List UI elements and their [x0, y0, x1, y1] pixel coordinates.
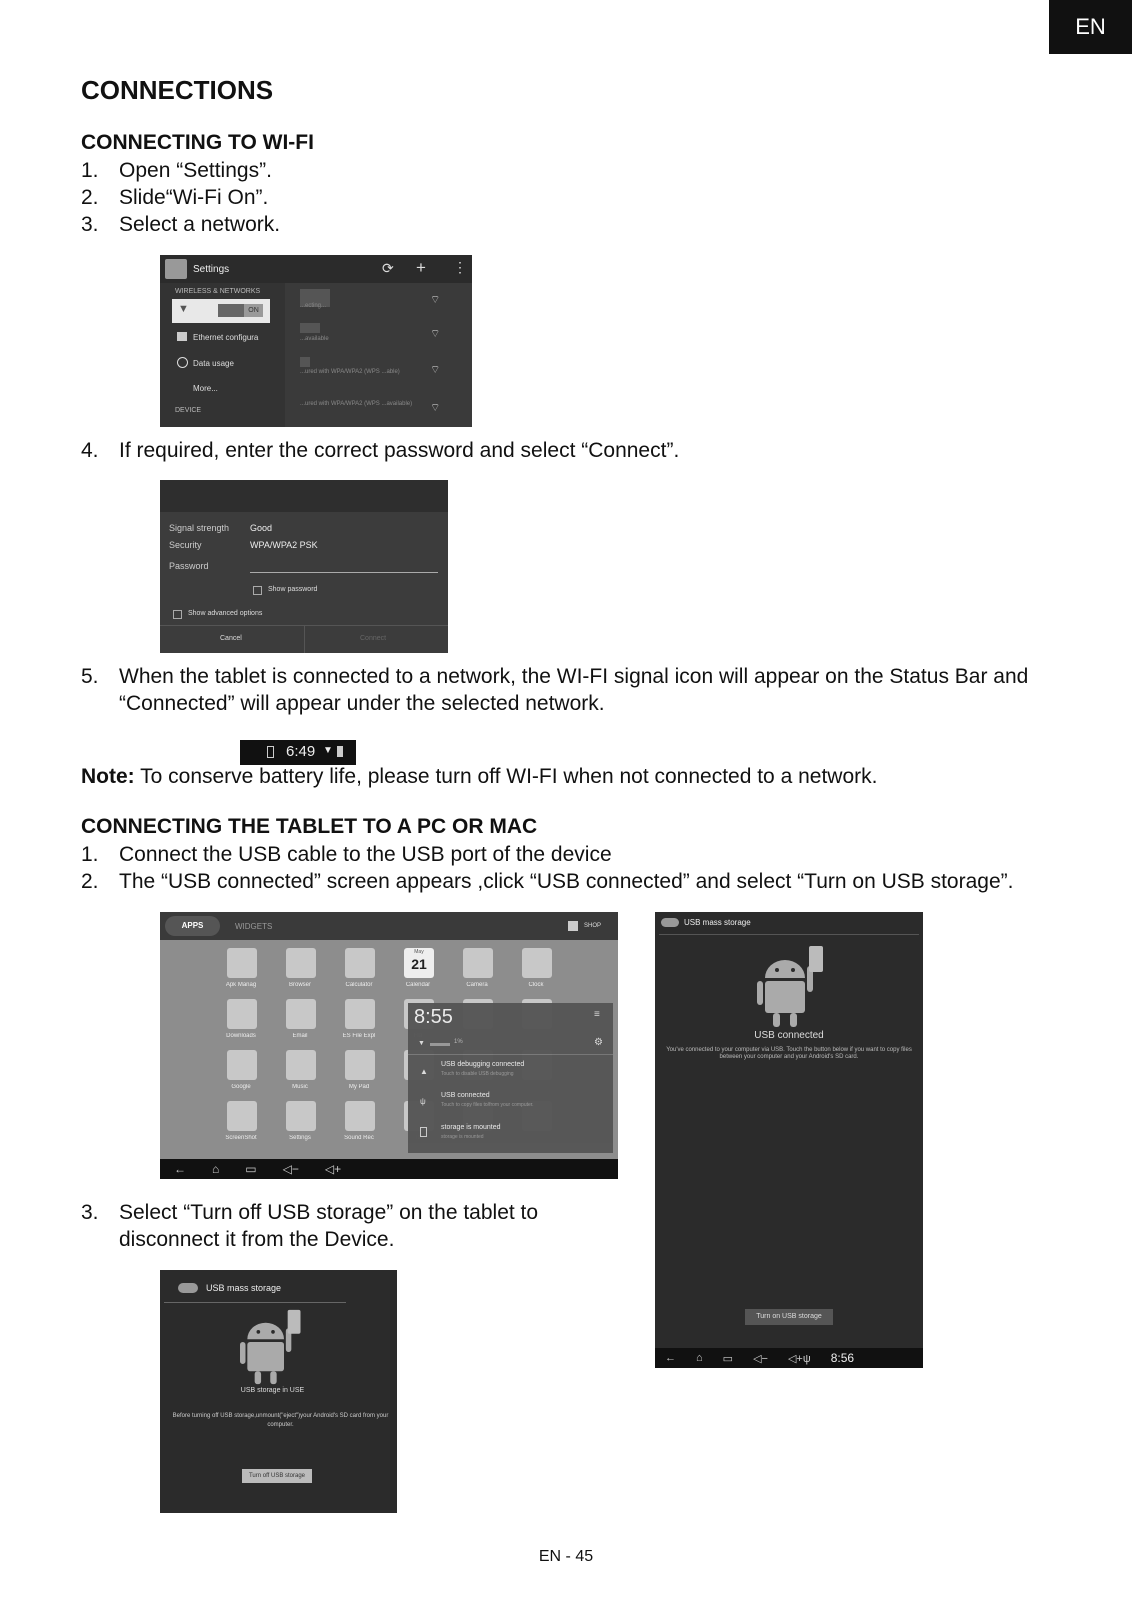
password-dialog-screenshot	[160, 480, 448, 653]
turn-off-usb-storage-button: Turn off USB storage	[242, 1469, 312, 1483]
app-launcher-item	[212, 997, 270, 1047]
home-icon: ⌂	[696, 1352, 703, 1364]
wifi-row	[172, 299, 270, 323]
toggle-on-label: ON	[244, 304, 263, 317]
app-icon	[345, 999, 375, 1029]
app-icon	[404, 948, 434, 978]
notif-settings-icon: ≡	[594, 1009, 600, 1020]
app-launcher-item	[212, 946, 270, 996]
app-label: Apk Manag	[225, 982, 257, 988]
app-label: Browser	[288, 982, 311, 988]
add-icon: +	[416, 258, 426, 277]
password-input	[250, 572, 438, 573]
shop-icon	[568, 921, 578, 931]
step-text: Slide“Wi-Fi On”.	[119, 186, 269, 209]
wifi-icon: ▼	[178, 303, 189, 315]
usb-on-time: 8:56	[830, 1351, 855, 1365]
apps-nav-bar	[160, 1159, 618, 1179]
usb-on-header: USB mass storage	[684, 918, 751, 927]
wifi-step-4	[81, 437, 1061, 464]
notif-storage-title: storage is mounted	[441, 1124, 501, 1131]
status-time: 6:49	[286, 743, 316, 760]
app-icon	[227, 1050, 257, 1080]
android-usb-icon	[240, 1307, 306, 1387]
network-name-redacted	[300, 357, 310, 367]
signal-strength-value: Good	[250, 523, 273, 533]
calendar-day: 21	[411, 956, 427, 972]
storage-icon	[420, 1127, 427, 1137]
show-password-checkbox	[253, 586, 262, 595]
step-number: 4.	[81, 439, 99, 462]
pc-step-1	[81, 841, 1061, 868]
network-status: ...ured with WPA/WPA2 (WPS ...available)	[300, 401, 413, 407]
usb-off-header: USB mass storage	[206, 1283, 282, 1293]
wifi-note	[81, 763, 1081, 790]
android-usb-icon	[757, 944, 829, 1029]
app-icon	[227, 948, 257, 978]
recents-icon: ▭	[722, 1352, 734, 1365]
usb-app-icon	[178, 1283, 198, 1293]
step-text: When the tablet is connected to a network, the WI-FI signal icon will appear on the Status Bar and “Connected” will appear under the selected network.	[119, 665, 1029, 715]
notification-panel	[408, 1003, 613, 1153]
network-status: ...ured with WPA/WPA2 (WPS ...able)	[300, 369, 400, 375]
language-tab: EN	[1049, 0, 1132, 54]
app-launcher-item	[271, 997, 329, 1047]
usb-connected-screenshot	[655, 912, 923, 1368]
security-label: Security	[169, 540, 202, 550]
app-label: ScreenShot	[225, 1135, 257, 1141]
home-icon: ⌂	[212, 1162, 220, 1176]
back-icon: ←	[665, 1352, 676, 1364]
wifi-step-1	[81, 157, 1061, 184]
back-icon: ←	[174, 1162, 186, 1176]
volume-up-icon: ◁+	[324, 1162, 342, 1176]
usb-on-status: USB connected	[754, 1030, 824, 1041]
brightness-bar	[430, 1043, 450, 1046]
app-launcher-item	[271, 1048, 329, 1098]
notif-battery-pct: 1%	[454, 1039, 463, 1045]
usb-off-status: USB storage in USE	[240, 1387, 305, 1394]
notif-time: 8:55	[414, 1006, 453, 1028]
advanced-options-label: Show advanced options	[188, 610, 263, 617]
step-number: 1.	[81, 159, 99, 182]
data-usage-icon	[177, 357, 188, 368]
signal-strength-label: Signal strength	[169, 523, 230, 533]
note-text: To conserve battery life, please turn off WI-FI when not connected to a network.	[134, 765, 878, 788]
notif-debug-title: USB debugging connected	[441, 1061, 525, 1068]
app-label: Email	[292, 1033, 308, 1039]
network-status: ...ecting...	[300, 303, 327, 309]
wifi-signal-icon: ⌔	[430, 294, 441, 306]
app-label: Sound Rec	[344, 1135, 374, 1141]
app-icon	[286, 999, 316, 1029]
app-launcher-item	[330, 1099, 388, 1149]
app-icon	[522, 948, 552, 978]
calendar-month: May	[414, 949, 424, 955]
step-text: Select a network.	[119, 213, 281, 236]
battery-icon	[337, 746, 343, 757]
app-label: ES File Expl	[342, 1033, 376, 1039]
volume-down-icon: ◁−	[753, 1352, 768, 1365]
step-text: The “USB connected” screen appears ,click “USB connected” and select “Turn on USB storage”.	[119, 870, 1014, 893]
wifi-signal-icon: ⌔	[430, 328, 441, 340]
connect-button: Connect	[360, 635, 387, 642]
turn-on-usb-storage-button: Turn on USB storage	[745, 1309, 833, 1325]
step-number: 5.	[81, 665, 99, 688]
wifi-heading: CONNECTING TO WI-FI	[81, 131, 314, 154]
menu-ethernet: Ethernet configura	[193, 333, 259, 342]
notif-usb-title: USB connected	[441, 1092, 490, 1099]
app-icon	[227, 1101, 257, 1131]
app-label: Settings	[289, 1135, 311, 1141]
app-launcher-item	[271, 946, 329, 996]
app-icon	[463, 948, 493, 978]
step-number: 2.	[81, 870, 99, 893]
sync-icon: ⟳	[382, 260, 394, 276]
step-text: Select “Turn off USB storage” on the tablet to disconnect it from the Device.	[119, 1201, 539, 1251]
usb-off-description: Before turning off USB storage,unmount("eject")your Android's SD card from your computer.	[172, 1413, 389, 1428]
app-launcher-item	[212, 1048, 270, 1098]
settings-title: Settings	[193, 264, 230, 275]
wifi-step-3	[81, 211, 1061, 238]
overflow-menu-icon: ⋮	[453, 259, 467, 275]
wifi-status-icon: ▼	[323, 745, 333, 756]
apps-screenshot	[160, 912, 618, 1179]
step-text: Connect the USB cable to the USB port of the device	[119, 843, 612, 866]
settings-app-icon	[165, 259, 187, 279]
recents-icon: ▭	[245, 1162, 257, 1176]
app-icon	[345, 948, 375, 978]
wifi-signal-icon: ⌔	[430, 364, 441, 376]
usb-on-description: You've connected to your computer via USB. Touch the button below if you want to copy files between your computer and your Android's SD card.	[666, 1047, 912, 1060]
notif-wifi-icon: ▼	[418, 1040, 425, 1047]
page-footer: EN - 45	[538, 1548, 594, 1565]
app-icon	[345, 1101, 375, 1131]
app-launcher-item	[330, 946, 388, 996]
app-label: Music	[292, 1084, 308, 1090]
show-password-label: Show password	[268, 586, 318, 593]
notif-usb-sub: Touch to copy files to/from your computer.	[441, 1102, 534, 1108]
app-launcher-item	[212, 1099, 270, 1149]
note-label: Note:	[81, 765, 135, 788]
step-number: 2.	[81, 186, 99, 209]
usb-on-nav-bar	[655, 1348, 923, 1368]
wifi-signal-icon: ⌔	[430, 402, 441, 414]
section-wireless: WIRELESS & NETWORKS	[175, 288, 261, 295]
network-status: ...available	[300, 336, 329, 342]
wifi-step-5	[81, 663, 1061, 717]
volume-up-icon: ◁+ψ	[787, 1352, 811, 1365]
app-label: Calendar	[405, 982, 431, 988]
app-icon	[286, 1050, 316, 1080]
app-launcher-item	[389, 946, 447, 996]
app-launcher-item	[330, 1048, 388, 1098]
security-value: WPA/WPA2 PSK	[250, 540, 318, 550]
usb-storage-in-use-screenshot	[160, 1270, 397, 1513]
password-label: Password	[169, 561, 209, 571]
page-title: CONNECTIONS	[81, 75, 274, 105]
network-list	[300, 289, 460, 419]
wifi-step-2	[81, 184, 1061, 211]
quick-settings-icon: ⚙	[594, 1037, 603, 1048]
network-name-redacted	[300, 323, 320, 333]
app-label: Downloads	[226, 1033, 256, 1039]
advanced-options-checkbox	[173, 610, 182, 619]
status-bar-snippet	[240, 740, 356, 765]
step-number: 3.	[81, 1201, 99, 1224]
section-device: DEVICE	[175, 407, 202, 414]
app-label: Google	[231, 1084, 251, 1090]
app-icon	[286, 1101, 316, 1131]
app-label: Camera	[466, 982, 488, 988]
app-icon	[227, 999, 257, 1029]
cancel-button: Cancel	[220, 635, 242, 642]
app-icon	[345, 1050, 375, 1080]
app-label: Clock	[528, 982, 544, 988]
notif-debug-sub: Touch to disable USB debugging	[441, 1071, 514, 1077]
app-launcher-item	[448, 946, 506, 996]
usb-icon: ψ	[420, 1097, 426, 1106]
step-number: 1.	[81, 843, 99, 866]
step-text: Open “Settings”.	[119, 159, 272, 182]
ethernet-icon	[177, 332, 187, 341]
pc-step-2	[81, 868, 1131, 895]
settings-screenshot	[160, 255, 472, 427]
menu-data-usage: Data usage	[193, 359, 234, 368]
menu-more: More...	[193, 384, 218, 393]
app-icon	[286, 948, 316, 978]
debug-icon: ▲	[420, 1067, 428, 1076]
shop-label: SHOP	[584, 923, 602, 929]
tab-widgets: WIDGETS	[235, 922, 273, 931]
app-label: My Pad	[348, 1084, 370, 1090]
volume-down-icon: ◁−	[282, 1162, 299, 1176]
app-label: Calculator	[345, 982, 373, 988]
app-launcher-item	[507, 946, 565, 996]
notif-storage-sub: storage is mounted	[441, 1134, 484, 1140]
pc-step-3	[81, 1199, 601, 1253]
usb-app-icon	[661, 918, 679, 927]
pc-heading: CONNECTING THE TABLET TO A PC OR MAC	[81, 815, 538, 838]
step-text: If required, enter the correct password and select “Connect”.	[119, 439, 680, 462]
step-number: 3.	[81, 213, 99, 236]
app-launcher-item	[330, 997, 388, 1047]
tab-apps: APPS	[165, 916, 220, 936]
app-launcher-item	[271, 1099, 329, 1149]
sd-card-icon	[267, 746, 274, 758]
